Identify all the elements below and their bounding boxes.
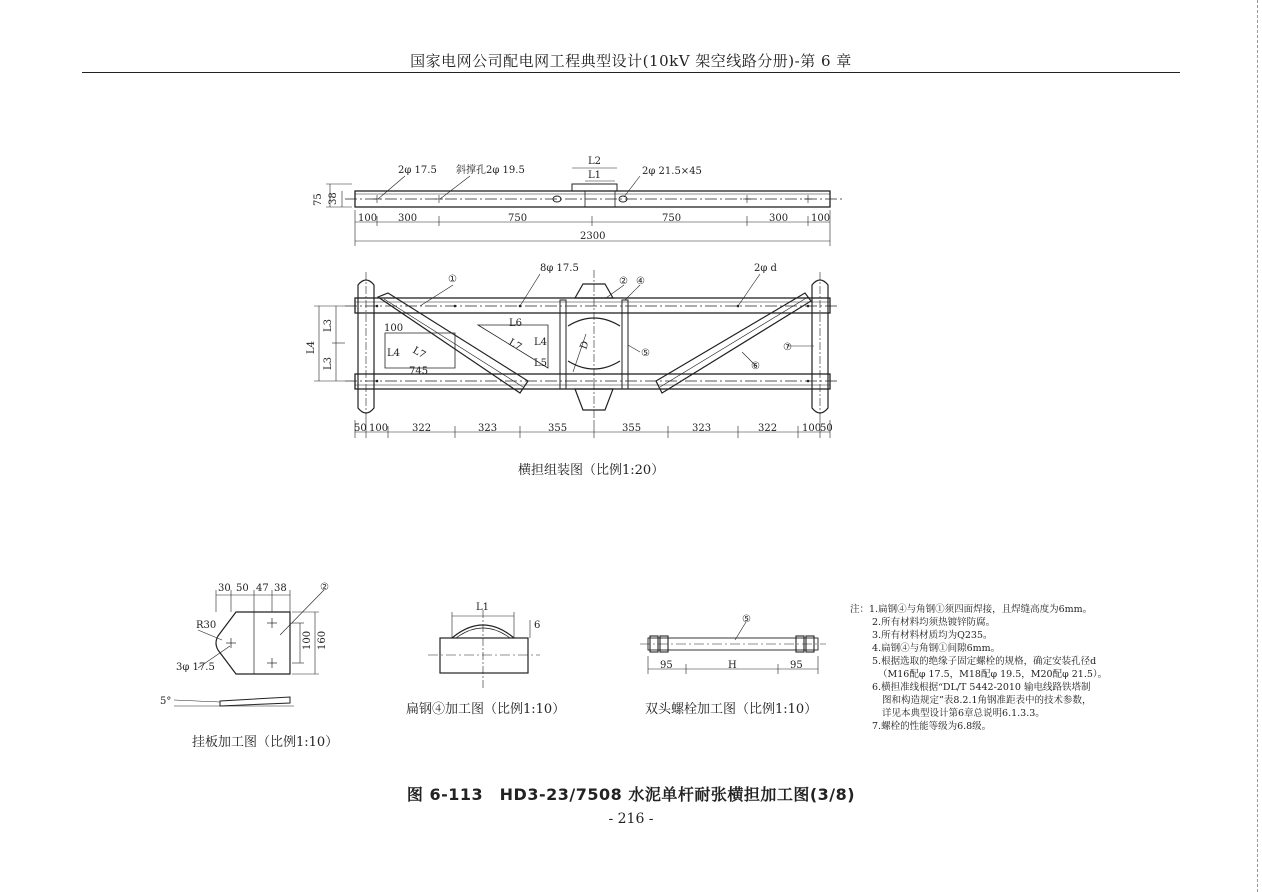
callout-6: ⑥ bbox=[751, 361, 760, 372]
flat-steel-dim: 6 bbox=[534, 620, 541, 631]
note-line: （M16配φ 17.5，M18配φ 19.5，M20配φ 21.5）。 bbox=[878, 669, 1108, 680]
plate-vert-dim: 100 bbox=[302, 630, 313, 650]
plate-side-view bbox=[220, 697, 290, 706]
dim-label: 750 bbox=[508, 213, 528, 224]
bolt-caption: 双头螺栓加工图（比例1:10） bbox=[645, 702, 818, 717]
inset-label: 100 bbox=[384, 323, 404, 334]
page-number: - 216 - bbox=[608, 811, 654, 827]
assembly-caption: 横担组装图（比例1:20） bbox=[518, 463, 665, 478]
bottom-dim: 50 bbox=[354, 423, 367, 434]
vert-dim: 38 bbox=[328, 192, 339, 205]
assembly-labels bbox=[306, 263, 833, 478]
inset-label: 745 bbox=[409, 366, 429, 377]
plate-hole: 3φ 17.5 bbox=[176, 662, 215, 673]
page-header-title: 国家电网公司配电网工程典型设计(10kV 架空线路分册)-第 6 章 bbox=[410, 52, 852, 70]
diameter-label: D bbox=[578, 339, 592, 352]
bolt-dim: 95 bbox=[660, 660, 673, 671]
bolt-labels bbox=[645, 614, 817, 717]
bolt-callout: ⑤ bbox=[742, 614, 751, 625]
upper-angle-bar bbox=[355, 298, 830, 313]
inset-label: L7 bbox=[410, 345, 428, 362]
plate-vert-dim: 160 bbox=[317, 630, 328, 650]
bolt-dim: H bbox=[728, 660, 737, 671]
hole-callout: 8φ 17.5 bbox=[540, 263, 579, 274]
note-line: 6.横担准线根据“DL/T 5442-2010 输电线路铁塔制 bbox=[872, 682, 1091, 693]
flat-steel-body bbox=[440, 638, 528, 673]
plate-dim: 47 bbox=[256, 583, 269, 594]
note-line: 3.所有材料材质均为Q235。 bbox=[872, 630, 993, 641]
assembly-bolt-dots bbox=[376, 305, 810, 383]
callout-4: ④ bbox=[636, 276, 645, 287]
hole-label: 2φ 21.5×45 bbox=[642, 166, 702, 177]
bolt-dim: 95 bbox=[790, 660, 803, 671]
flat-steel-caption: 扁钢④加工图（比例1:10） bbox=[406, 702, 566, 717]
note-line: 图和构造规定”表8.2.1角钢准距表中的技术参数， bbox=[882, 695, 1092, 706]
hole-label: 2φ 17.5 bbox=[398, 165, 437, 176]
notes-block bbox=[850, 603, 1150, 733]
bottom-dim: 323 bbox=[692, 423, 712, 434]
plate-dim: 30 bbox=[218, 583, 231, 594]
l1-label: L1 bbox=[588, 170, 602, 181]
plate-callout: ② bbox=[320, 582, 329, 593]
bottom-dim: 355 bbox=[622, 423, 642, 434]
dim-label: 300 bbox=[398, 213, 418, 224]
note-line: 7.螺栓的性能等级为6.8级。 bbox=[872, 721, 992, 732]
plate-radius: R30 bbox=[196, 620, 217, 631]
bottom-dim: 322 bbox=[758, 423, 778, 434]
dim-label: 100 bbox=[811, 213, 831, 224]
bottom-dim: 322 bbox=[412, 423, 432, 434]
callout-5: ⑤ bbox=[641, 348, 650, 359]
callout-2: ② bbox=[619, 276, 628, 287]
note-line: 4.扁钢④与角钢①间隙6mm。 bbox=[872, 643, 1001, 654]
plate-labels bbox=[160, 582, 338, 750]
flat-steel-l1: L1 bbox=[476, 602, 490, 613]
bottom-dim: 323 bbox=[478, 423, 498, 434]
plate-dim: 38 bbox=[274, 583, 287, 594]
bottom-dim: 50 bbox=[820, 423, 833, 434]
callout-7: ⑦ bbox=[783, 342, 792, 353]
bottom-dim: 355 bbox=[548, 423, 568, 434]
hole-label: 斜撑孔2φ 19.5 bbox=[456, 165, 525, 176]
inset-label: L4 bbox=[387, 348, 401, 359]
note-line: 注：1.扁钢④与角钢①须四面焊接，且焊缝高度为6mm。 bbox=[850, 604, 1093, 615]
plate-angle: 5° bbox=[160, 696, 172, 707]
hole-callout: 2φ d bbox=[754, 263, 777, 274]
callout-1: ① bbox=[448, 274, 457, 285]
note-line: 详见本典型设计第6章总说明6.1.3.3。 bbox=[882, 708, 1045, 719]
total-length: 2300 bbox=[580, 231, 606, 242]
flat-steel-labels bbox=[406, 602, 565, 717]
dim-label: 300 bbox=[769, 213, 789, 224]
flat-steel-detail bbox=[428, 610, 540, 690]
inset-label: L6 bbox=[509, 318, 523, 329]
dim-label: L3 bbox=[323, 318, 334, 332]
bottom-dim: 100 bbox=[802, 423, 822, 434]
plate-caption: 挂板加工图（比例1:10） bbox=[192, 735, 339, 750]
inset-label: L5 bbox=[534, 358, 548, 369]
vert-dim: 75 bbox=[313, 193, 324, 206]
inset-label: L7 bbox=[506, 337, 524, 354]
dim-label: 750 bbox=[662, 213, 682, 224]
note-line: 2.所有材料均须热镀锌防腐。 bbox=[872, 617, 996, 628]
figure-caption: 图 6-113 HD3-23/7508 水泥单杆耐张横担加工图(3/8) bbox=[406, 785, 856, 804]
dim-label: 100 bbox=[358, 213, 378, 224]
l2-label: L2 bbox=[588, 156, 602, 167]
plate-dim: 50 bbox=[236, 583, 249, 594]
dim-label: L4 bbox=[306, 340, 317, 354]
inset-label: L4 bbox=[534, 337, 548, 348]
note-line: 5.根据选取的绝缘子固定螺栓的规格，确定安装孔径d bbox=[872, 656, 1097, 667]
bottom-dim: 100 bbox=[369, 423, 389, 434]
dim-label: L3 bbox=[323, 356, 334, 370]
